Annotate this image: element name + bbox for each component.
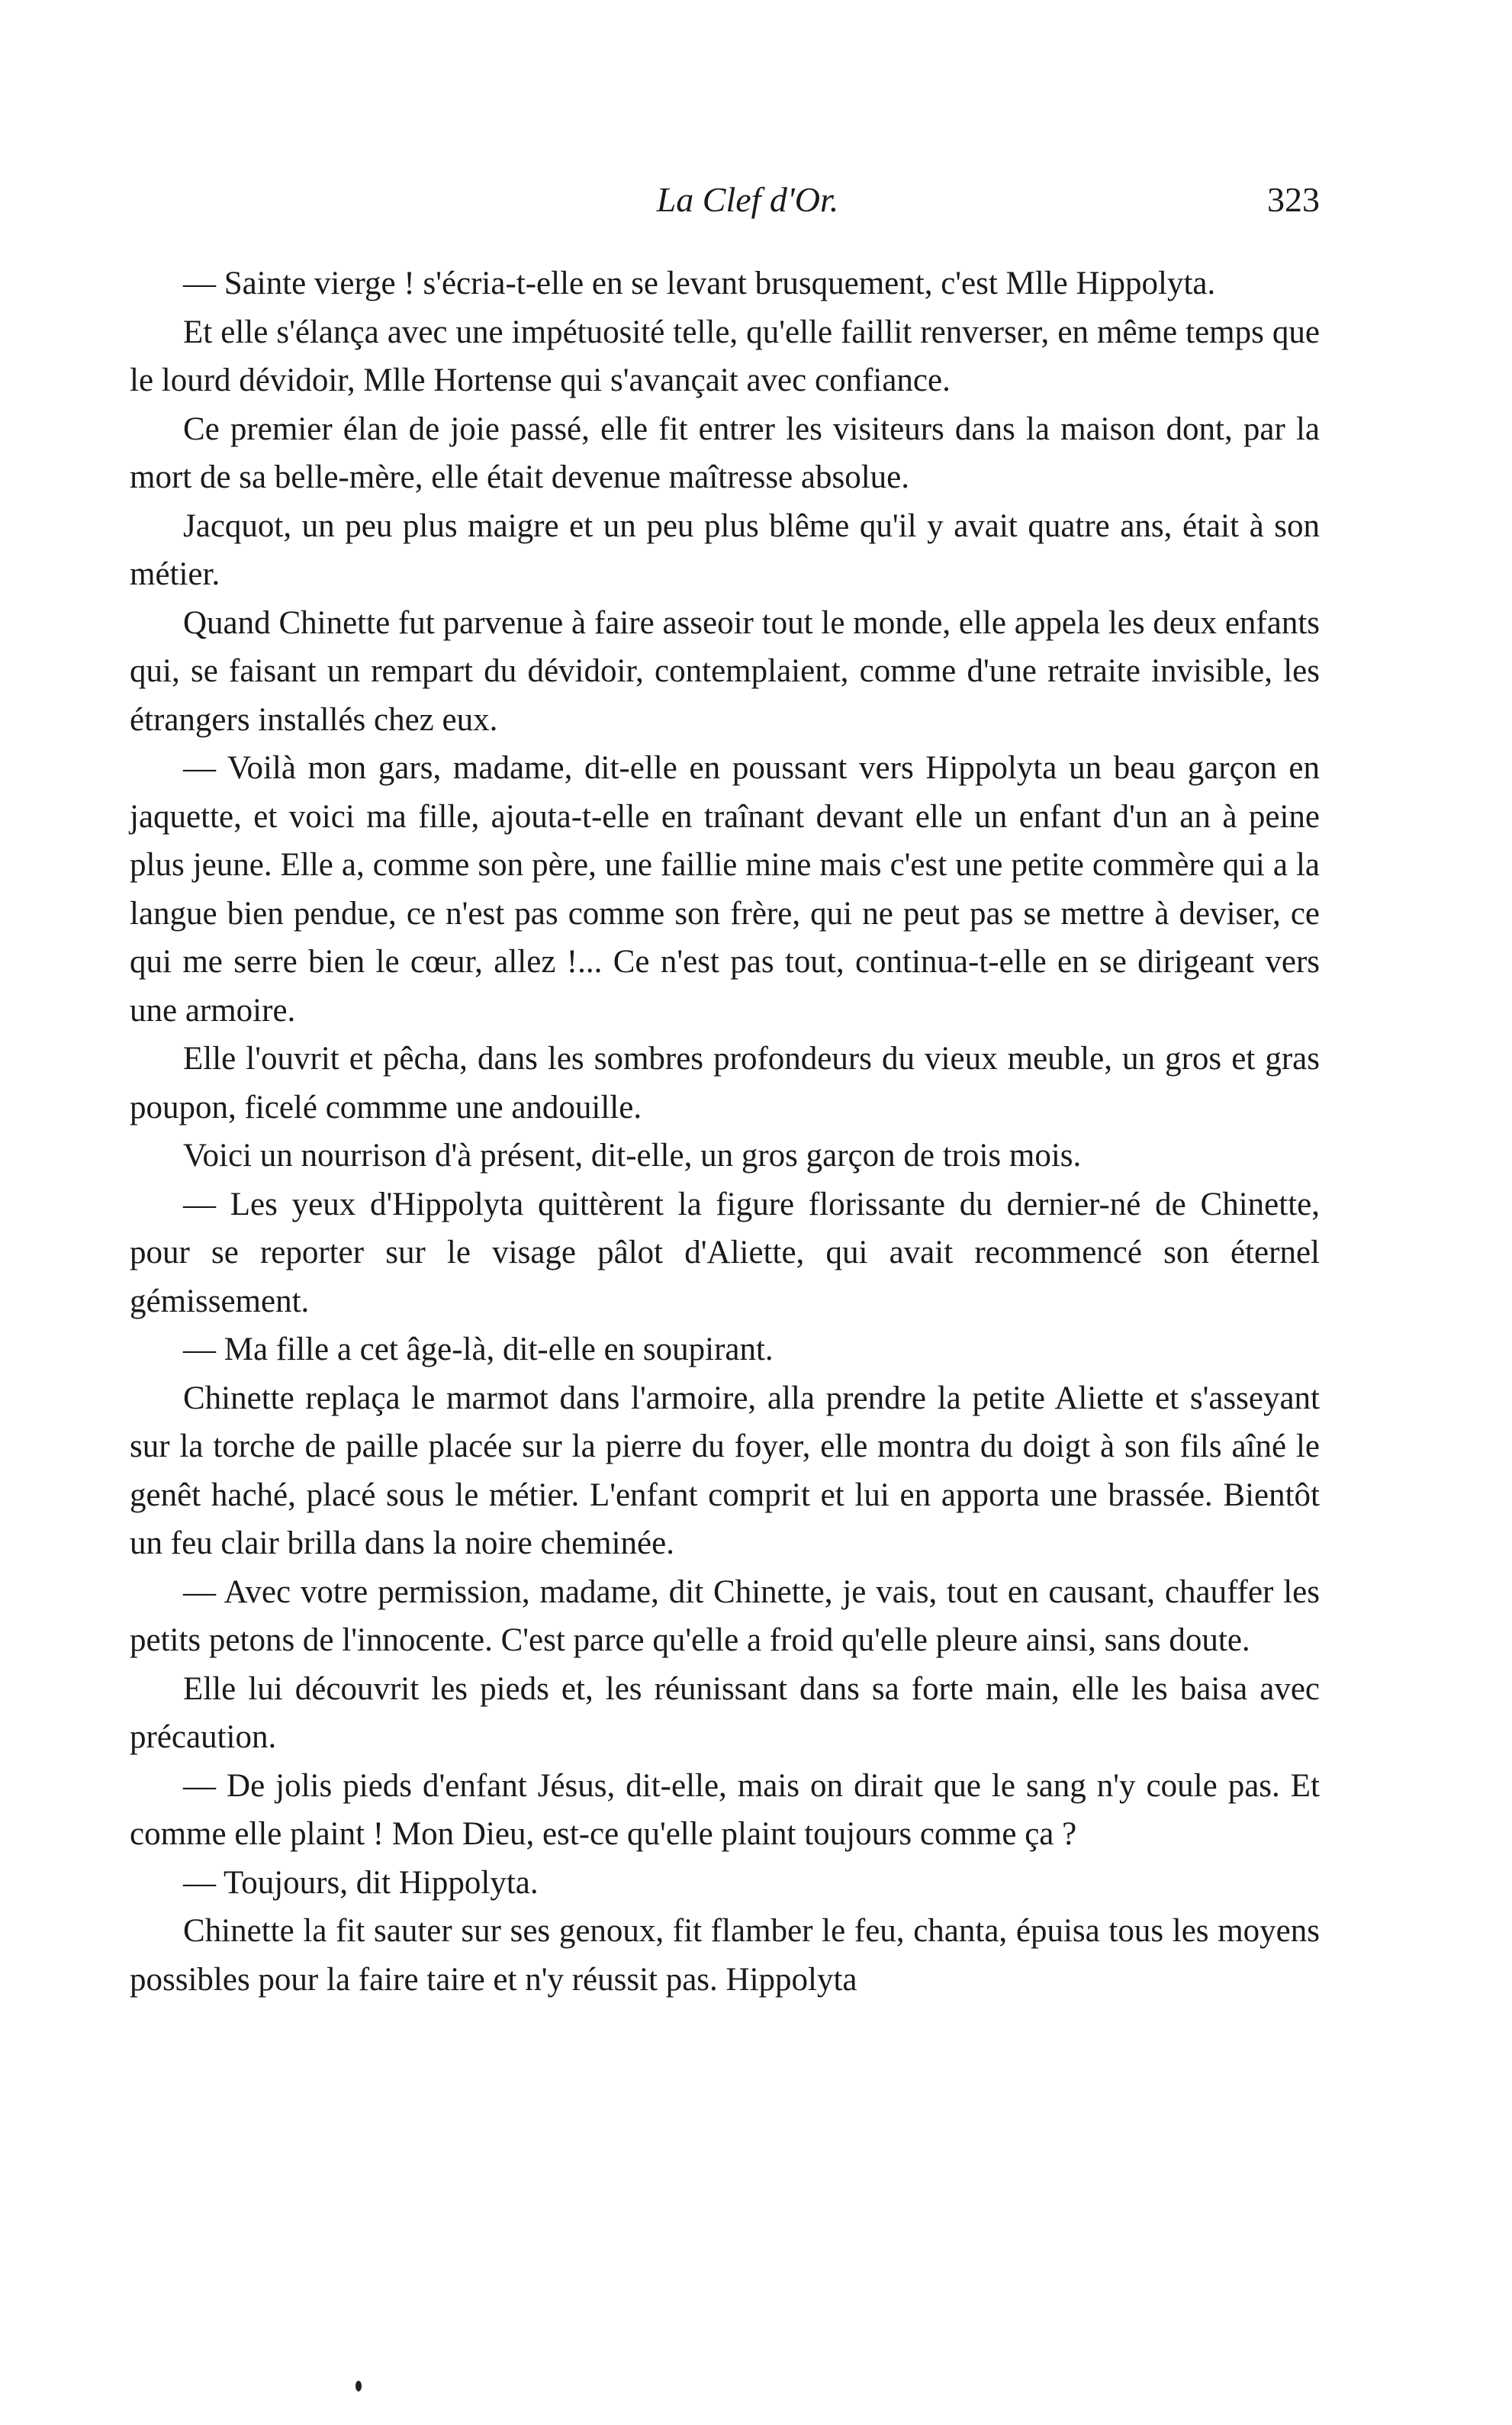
body-text <box>130 259 1320 2004</box>
paragraph: — De jolis pieds d'enfant Jésus, dit-elle, mais on dirait que le sang n'y coule pas. Et comme elle plaint ! Mon Dieu, est-ce qu'elle plaint toujours comme ça ? <box>130 1767 1320 1852</box>
paragraph: — Avec votre permission, madame, dit Chinette, je vais, tout en causant, chauffer les petits petons de l'innocente. C'est parce qu'elle a froid qu'elle pleure ainsi, sans doute. <box>130 1573 1320 1658</box>
paragraph: Jacquot, un peu plus maigre et un peu plus blême qu'il y avait quatre ans, était à son métier. <box>130 507 1320 592</box>
paragraph: — Sainte vierge ! s'écria-t-elle en se levant brusquement, c'est Mlle Hippolyta. <box>183 266 1216 301</box>
paragraph: Chinette replaça le marmot dans l'armoire, alla prendre la petite Aliette et s'asseyant sur la torche de paille placée sur la pierre du foyer, elle montra du doigt à son fils aîné le genêt haché, placé sous le métier. L'enfant comprit et lui en apporta une brassée. Bientôt un feu clair brilla dans la noire cheminée. <box>130 1380 1320 1561</box>
running-title: La Clef d'Or. <box>656 180 839 219</box>
paragraph: — Ma fille a cet âge-là, dit-elle en soupirant. <box>183 1332 774 1367</box>
paragraph: — Les yeux d'Hippolyta quittèrent la figure florissante du dernier-né de Chinette, pour se reporter sur le visage pâlot d'Aliette, qui avait recommencé son éternel gémissement. <box>130 1186 1320 1319</box>
running-header <box>175 177 1320 223</box>
paragraph: Ce premier élan de joie passé, elle fit entrer les visiteurs dans la maison dont, par la mort de sa belle-mère, elle était devenue maîtresse absolue. <box>130 411 1320 495</box>
ink-speck <box>355 2381 362 2391</box>
page-number: 323 <box>1267 180 1320 219</box>
paragraph: Et elle s'élança avec une impétuosité telle, qu'elle faillit renverser, en même temps que le lourd dévidoir, Mlle Hortense qui s'avançait avec confiance. <box>130 314 1320 398</box>
paragraph: Chinette la fit sauter sur ses genoux, fit flamber le feu, chanta, épuisa tous les moyens possibles pour la faire taire et n'y réussit pas. Hippolyta <box>130 1913 1320 1998</box>
paragraph: Voici un nourrison d'à présent, dit-elle, un gros garçon de trois mois. <box>183 1138 1082 1174</box>
paragraph: Elle l'ouvrit et pêcha, dans les sombres profondeurs du vieux meuble, un gros et gras poupon, ficelé commme une andouille. <box>130 1041 1320 1126</box>
paragraph: — Voilà mon gars, madame, dit-elle en poussant vers Hippolyta un beau garçon en jaquette, et voici ma fille, ajouta-t-elle en traînant devant elle un enfant d'un an à peine plus jeune. Elle a, comme son père, une faillie mine mais c'est une petite commère qui a la langue bien pendue, ce n'est pas comme son frère, qui ne peut pas se mettre à deviser, ce qui me serre bien le cœur, allez !... Ce n'est pas tout, continua-t-elle en se dirigeant vers une armoire. <box>130 750 1320 1029</box>
paragraph: — Toujours, dit Hippolyta. <box>183 1864 539 1901</box>
paragraph: Quand Chinette fut parvenue à faire asseoir tout le monde, elle appela les deux enfants qui, se faisant un rempart du dévidoir, contemplaient, comme d'une retraite invisible, les étrangers installés chez eux. <box>130 604 1320 738</box>
paragraph: Elle lui découvrit les pieds et, les réunissant dans sa forte main, elle les baisa avec précaution. <box>130 1670 1320 1755</box>
